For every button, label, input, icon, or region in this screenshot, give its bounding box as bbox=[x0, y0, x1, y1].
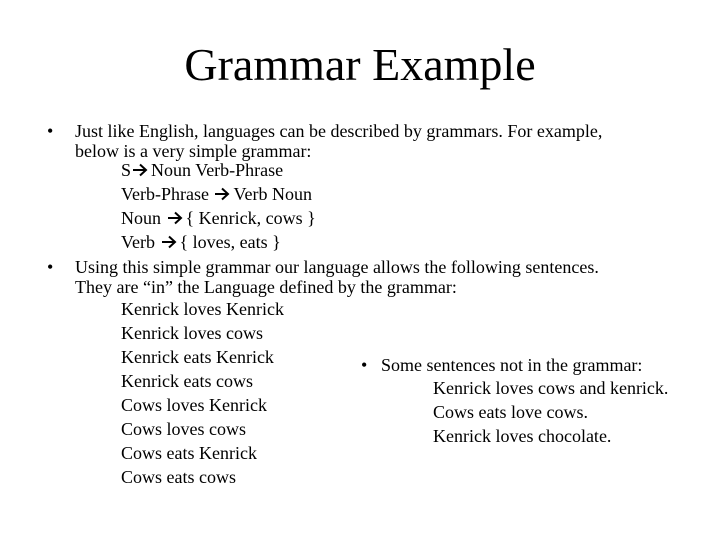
bullet-dot: • bbox=[361, 355, 368, 375]
bullet-text-line: They are “in” the Language defined by the grammar: bbox=[75, 277, 457, 297]
grammar-rule bbox=[121, 230, 281, 254]
grammar-rule bbox=[121, 206, 316, 230]
rule-lhs: Verb-Phrase bbox=[121, 184, 209, 204]
sentence-in-grammar: Cows loves Kenrick bbox=[121, 395, 267, 415]
bullet-sentences-intro bbox=[47, 257, 599, 297]
right-arrow-icon bbox=[161, 235, 177, 249]
rule-rhs: Noun Verb-Phrase bbox=[151, 160, 284, 180]
bullet-dot: • bbox=[47, 257, 54, 277]
rule-lhs: Noun bbox=[121, 208, 161, 228]
rule-lhs: S bbox=[121, 160, 132, 180]
sentence-in-grammar: Cows eats Kenrick bbox=[121, 443, 257, 463]
rule-rhs: { Kenrick, cows } bbox=[185, 208, 316, 228]
bullet-dot: • bbox=[47, 121, 54, 141]
right-arrow-icon bbox=[167, 211, 183, 225]
bullet-grammar-intro bbox=[47, 121, 603, 161]
sentence-in-grammar: Cows loves cows bbox=[121, 419, 246, 439]
sentence-in-grammar: Kenrick loves Kenrick bbox=[121, 299, 284, 319]
bullet-text-line: Some sentences not in the grammar: bbox=[381, 355, 643, 375]
sentence-in-grammar: Kenrick eats Kenrick bbox=[121, 347, 274, 367]
bullet-text-line: Using this simple grammar our language allows the following sentences. bbox=[75, 257, 599, 277]
rule-rhs: { loves, eats } bbox=[179, 232, 281, 252]
bullet-text-line: below is a very simple grammar: bbox=[75, 141, 312, 161]
rule-rhs: Verb Noun bbox=[233, 184, 312, 204]
grammar-rule bbox=[121, 182, 312, 206]
right-arrow-icon bbox=[214, 187, 230, 201]
bullet-not-in-grammar bbox=[361, 355, 643, 375]
sentence-not-in-grammar: Kenrick loves chocolate. bbox=[433, 426, 612, 446]
grammar-rule bbox=[121, 158, 283, 182]
sentence-in-grammar: Kenrick eats cows bbox=[121, 371, 253, 391]
rule-lhs: Verb bbox=[121, 232, 155, 252]
bullet-text-line: Just like English, languages can be described by grammars. For example, bbox=[75, 121, 603, 141]
right-arrow-icon bbox=[132, 163, 148, 177]
slide-title: Grammar Example bbox=[184, 39, 536, 90]
sentence-in-grammar: Kenrick loves cows bbox=[121, 323, 263, 343]
sentence-not-in-grammar: Cows eats love cows. bbox=[433, 402, 588, 422]
sentence-in-grammar: Cows eats cows bbox=[121, 467, 236, 487]
sentence-not-in-grammar: Kenrick loves cows and kenrick. bbox=[433, 378, 669, 398]
